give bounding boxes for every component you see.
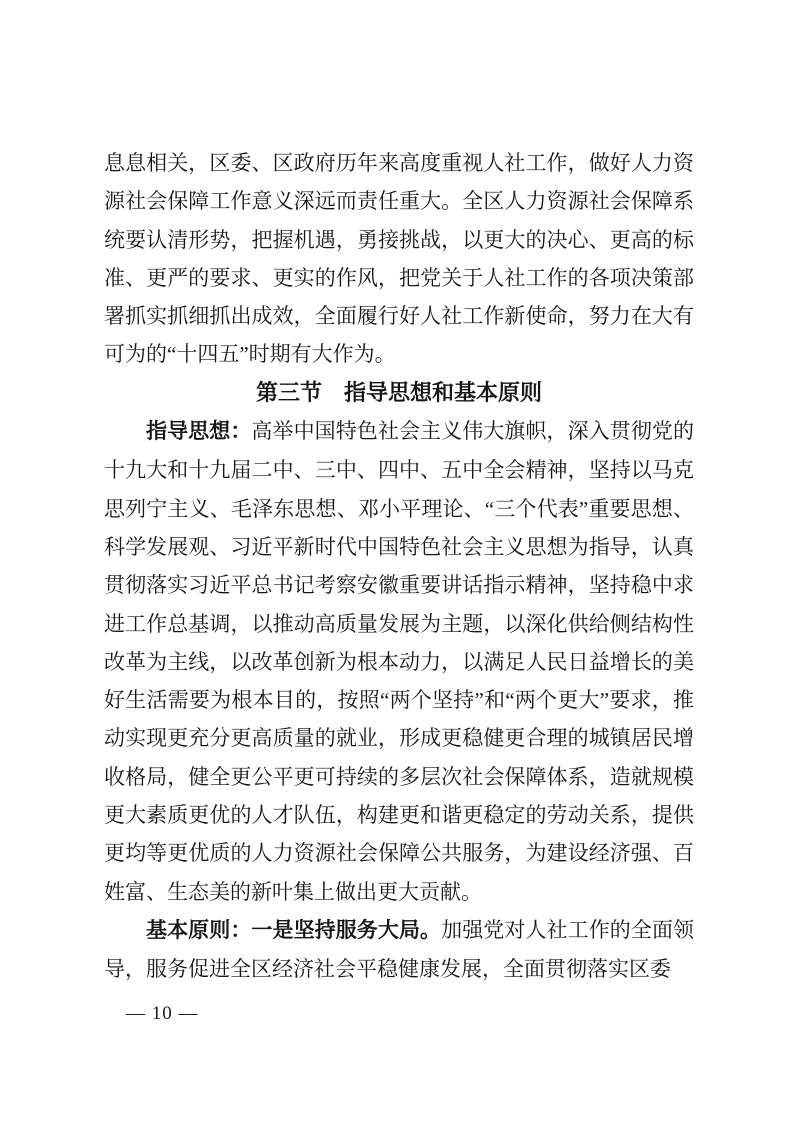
guiding-ideology-paragraph bbox=[104, 412, 694, 911]
guiding-ideology-label: 指导思想： bbox=[146, 420, 252, 444]
paragraph-continuation: 息息相关，区委、区政府历年来高度重视人社工作，做好人力资源社会保障工作意义深远而责任重大。全区人力资源社会保障系统要认清形势，把握机遇，勇接挑战，以更大的决心、更高的标准、更严的要求、更实的作风，把党关于人社工作的各项决策部署抓实抓细抓出成效，全面履行好人社工作新使命，努力在大有可为的“十四五”时期有大作为。 bbox=[104, 151, 694, 367]
basic-principles-label: 基本原则： bbox=[146, 918, 252, 942]
basic-principles-paragraph bbox=[104, 911, 694, 989]
page-content bbox=[104, 144, 694, 989]
basic-principles-text: 加强党对人社工作的全面领导，服务促进全区经济社会平稳健康发展，全面贯彻落实区委 bbox=[104, 917, 695, 982]
guiding-ideology-text: 高举中国特色社会主义伟大旗帜，深入贯彻党的十九大和十九届二中、三中、四中、五中全会精神，坚持以马克思列宁主义、毛泽东思想、邓小平理论、“三个代表”重要思想、科学发展观、习近平新时代中国特色社会主义思想为指导，认真贯彻落实习近平总书记考察安徽重要讲话指示精神，坚持稳中求进工作总基调，以推动高质量发展为主题，以深化供给侧结构性改革为主线，以改革创新为根本动力，以满足人民日益增长的美好生活需要为根本目的，按照“两个坚持”和“两个更大”要求，推动实现更充分更高质量的就业，形成更稳健更合理的城镇居民增收格局，健全更公平更可持续的多层次社会保障体系，造就规模更大素质更优的人才队伍，构建更和谐更稳定的劳动关系，提供更均等更优质的人力资源社会保障公共服务，为建设经济强、百姓富、生态美的新叶集上做出更大贡献。 bbox=[104, 419, 695, 904]
principle-one-title: 一是坚持服务大局。 bbox=[251, 917, 442, 942]
section-heading: 第三节 指导思想和基本原则 bbox=[255, 379, 542, 405]
page-number: — 10 — bbox=[126, 1003, 199, 1024]
